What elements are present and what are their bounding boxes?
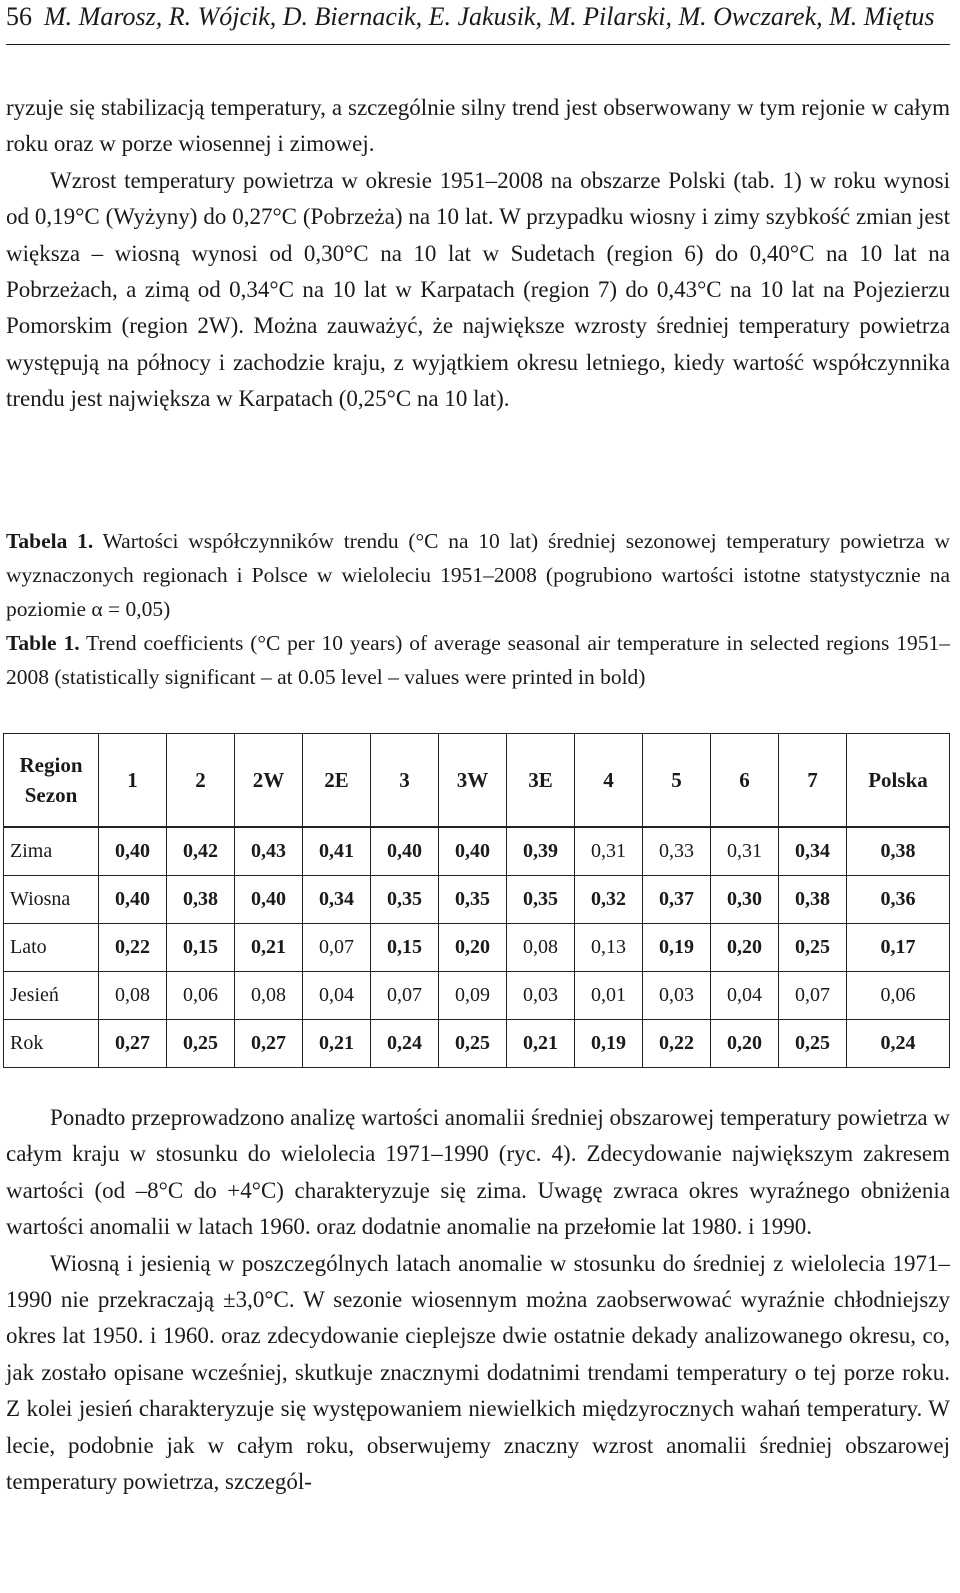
value-cell: 0,06 xyxy=(847,972,950,1020)
value-cell: 0,38 xyxy=(167,876,235,924)
value-cell: 0,20 xyxy=(439,924,507,972)
value-cell: 0,40 xyxy=(99,827,167,876)
header-rule xyxy=(6,44,950,45)
header-season-label: Sezon xyxy=(24,783,78,807)
value-cell: 0,21 xyxy=(235,924,303,972)
value-cell: 0,21 xyxy=(303,1020,371,1068)
table-row xyxy=(4,876,950,924)
value-cell: 0,32 xyxy=(575,876,643,924)
column-header: 3E xyxy=(507,734,575,828)
value-cell: 0,01 xyxy=(575,972,643,1020)
running-head xyxy=(6,2,946,32)
value-cell: 0,25 xyxy=(779,924,847,972)
table-row xyxy=(4,827,950,876)
value-cell: 0,20 xyxy=(711,924,779,972)
value-cell: 0,25 xyxy=(779,1020,847,1068)
value-cell: 0,21 xyxy=(507,1020,575,1068)
value-cell: 0,34 xyxy=(303,876,371,924)
value-cell: 0,25 xyxy=(439,1020,507,1068)
value-cell: 0,04 xyxy=(303,972,371,1020)
author-list: M. Marosz, R. Wójcik, D. Biernacik, E. Jakusik, M. Pilarski, M. Owczarek, M. Miętus xyxy=(44,2,935,31)
column-header: 1 xyxy=(99,734,167,828)
caption-en-text: Trend coefficients (°C per 10 years) of average seasonal air temperature in selected regions 1951–2008 (statistically significant – at 0.05 level – values were printed in bold) xyxy=(6,631,950,689)
value-cell: 0,35 xyxy=(507,876,575,924)
paragraph-spring-autumn: Wiosną i jesienią w poszczególnych latach anomalie w stosunku do średniej z wielolecia 1971–1990 nie przekraczają ±3,0°C. W sezonie wiosennym można zaobserwować wyraźnie chłodniejszy okres lat 1950. i 1960. oraz zdecydowanie cieplejsze dwie ostatnie dekady analizowanego okresu, co, jak zostało opisane wcześniej, skutkuje znacznymi dodatnimi trendami temperatury o tej porze roku. Z kolei jesień charakteryzuje się występowaniem niewielkich międzyrocznych wahań temperatury. W lecie, podobnie jak w całym roku, obserwujemy znaczny wzrost anomalii średniej obszarowej temperatury powietrza, szczegól- xyxy=(6,1250,950,1495)
value-cell: 0,40 xyxy=(371,827,439,876)
value-cell: 0,20 xyxy=(711,1020,779,1068)
column-header: 2E xyxy=(303,734,371,828)
table-body xyxy=(4,827,950,1068)
table-row xyxy=(4,924,950,972)
value-cell: 0,08 xyxy=(99,972,167,1020)
caption-english xyxy=(6,626,950,694)
column-header: 7 xyxy=(779,734,847,828)
caption-pl-text: Wartości współczynników trendu (°C na 10 lat) średniej sezonowej temperatury powietrza w wyznaczonych regionach i Polsce w wieloleciu 1951–2008 (pogrubiono wartości istotne statystycznie na poziomie α = 0,05) xyxy=(6,529,950,621)
value-cell: 0,43 xyxy=(235,827,303,876)
value-cell: 0,04 xyxy=(711,972,779,1020)
value-cell: 0,36 xyxy=(847,876,950,924)
value-cell: 0,24 xyxy=(371,1020,439,1068)
table-caption xyxy=(6,524,950,694)
column-header: 5 xyxy=(643,734,711,828)
value-cell: 0,42 xyxy=(167,827,235,876)
value-cell: 0,34 xyxy=(779,827,847,876)
page-number: 56 xyxy=(6,2,32,31)
value-cell: 0,22 xyxy=(643,1020,711,1068)
season-cell: Lato xyxy=(4,924,99,972)
value-cell: 0,40 xyxy=(439,827,507,876)
value-cell: 0,07 xyxy=(303,924,371,972)
value-cell: 0,19 xyxy=(575,1020,643,1068)
table-header-row xyxy=(4,734,950,828)
value-cell: 0,09 xyxy=(439,972,507,1020)
season-cell: Wiosna xyxy=(4,876,99,924)
value-cell: 0,24 xyxy=(847,1020,950,1068)
season-cell: Rok xyxy=(4,1020,99,1068)
value-cell: 0,17 xyxy=(847,924,950,972)
value-cell: 0,40 xyxy=(99,876,167,924)
value-cell: 0,35 xyxy=(439,876,507,924)
value-cell: 0,03 xyxy=(507,972,575,1020)
value-cell: 0,22 xyxy=(99,924,167,972)
header-region-label: Region xyxy=(19,753,83,777)
column-header: 3 xyxy=(371,734,439,828)
paragraph-trend-description: Wzrost temperatury powietrza w okresie 1951–2008 na obszarze Polski (tab. 1) w roku wynosi od 0,19°C (Wyżyny) do 0,27°C (Pobrzeża) na 10 lat. W przypadku wiosny i zimy szybkość zmian jest większa – wiosną wynosi od 0,30°C na 10 lat w Sudetach (region 6) do 0,40°C na 10 lat na Pobrzeżach, a zimą od 0,34°C na 10 lat w Karpatach (region 7) do 0,43°C na 10 lat na Pojezierzu Pomorskim (region 2W). Można zauważyć, że największe wzrosty średniej temperatury powietrza występują na północy i zachodzie kraju, z wyjątkiem okresu letniego, kiedy wartość współczynnika trendu jest największa w Karpatach (0,25°C na 10 lat). xyxy=(6,167,950,412)
column-header: Polska xyxy=(847,734,950,828)
caption-polish xyxy=(6,524,950,626)
season-cell: Zima xyxy=(4,827,99,876)
value-cell: 0,27 xyxy=(235,1020,303,1068)
value-cell: 0,08 xyxy=(507,924,575,972)
value-cell: 0,31 xyxy=(711,827,779,876)
value-cell: 0,35 xyxy=(371,876,439,924)
value-cell: 0,38 xyxy=(779,876,847,924)
value-cell: 0,37 xyxy=(643,876,711,924)
body-text-bottom xyxy=(6,1100,950,1500)
value-cell: 0,31 xyxy=(575,827,643,876)
column-header: 2W xyxy=(235,734,303,828)
trend-table xyxy=(3,733,950,1068)
value-cell: 0,06 xyxy=(167,972,235,1020)
value-cell: 0,33 xyxy=(643,827,711,876)
value-cell: 0,25 xyxy=(167,1020,235,1068)
column-header: 6 xyxy=(711,734,779,828)
value-cell: 0,07 xyxy=(371,972,439,1020)
value-cell: 0,19 xyxy=(643,924,711,972)
caption-en-label: Table 1. xyxy=(6,631,80,655)
season-cell: Jesień xyxy=(4,972,99,1020)
value-cell: 0,07 xyxy=(779,972,847,1020)
value-cell: 0,39 xyxy=(507,827,575,876)
value-cell: 0,41 xyxy=(303,827,371,876)
column-header: 2 xyxy=(167,734,235,828)
value-cell: 0,30 xyxy=(711,876,779,924)
caption-pl-label: Tabela 1. xyxy=(6,529,94,553)
value-cell: 0,08 xyxy=(235,972,303,1020)
table-row xyxy=(4,972,950,1020)
paragraph-anomaly-analysis: Ponadto przeprowadzono analizę wartości anomalii średniej obszarowej temperatury powietrza w całym kraju w stosunku do wielolecia 1971–1990 (ryc. 4). Zdecydowanie największym zakresem wartości (od –8°C do +4°C) charakteryzuje się zima. Uwagę zwraca okres wyraźnego obniżenia wartości anomalii w latach 1960. oraz dodatnie anomalie na przełomie lat 1980. i 1990. xyxy=(6,1105,950,1240)
paragraph-continued: ryzuje się stabilizacją temperatury, a szczególnie silny trend jest obserwowany w tym rejonie w całym roku oraz w porze wiosennej i zimowej. xyxy=(6,95,950,157)
value-cell: 0,13 xyxy=(575,924,643,972)
value-cell: 0,15 xyxy=(167,924,235,972)
body-text-top xyxy=(6,90,950,418)
value-cell: 0,03 xyxy=(643,972,711,1020)
value-cell: 0,40 xyxy=(235,876,303,924)
column-header: 4 xyxy=(575,734,643,828)
value-cell: 0,27 xyxy=(99,1020,167,1068)
header-region-season xyxy=(4,734,99,828)
column-header: 3W xyxy=(439,734,507,828)
value-cell: 0,15 xyxy=(371,924,439,972)
table-row xyxy=(4,1020,950,1068)
value-cell: 0,38 xyxy=(847,827,950,876)
